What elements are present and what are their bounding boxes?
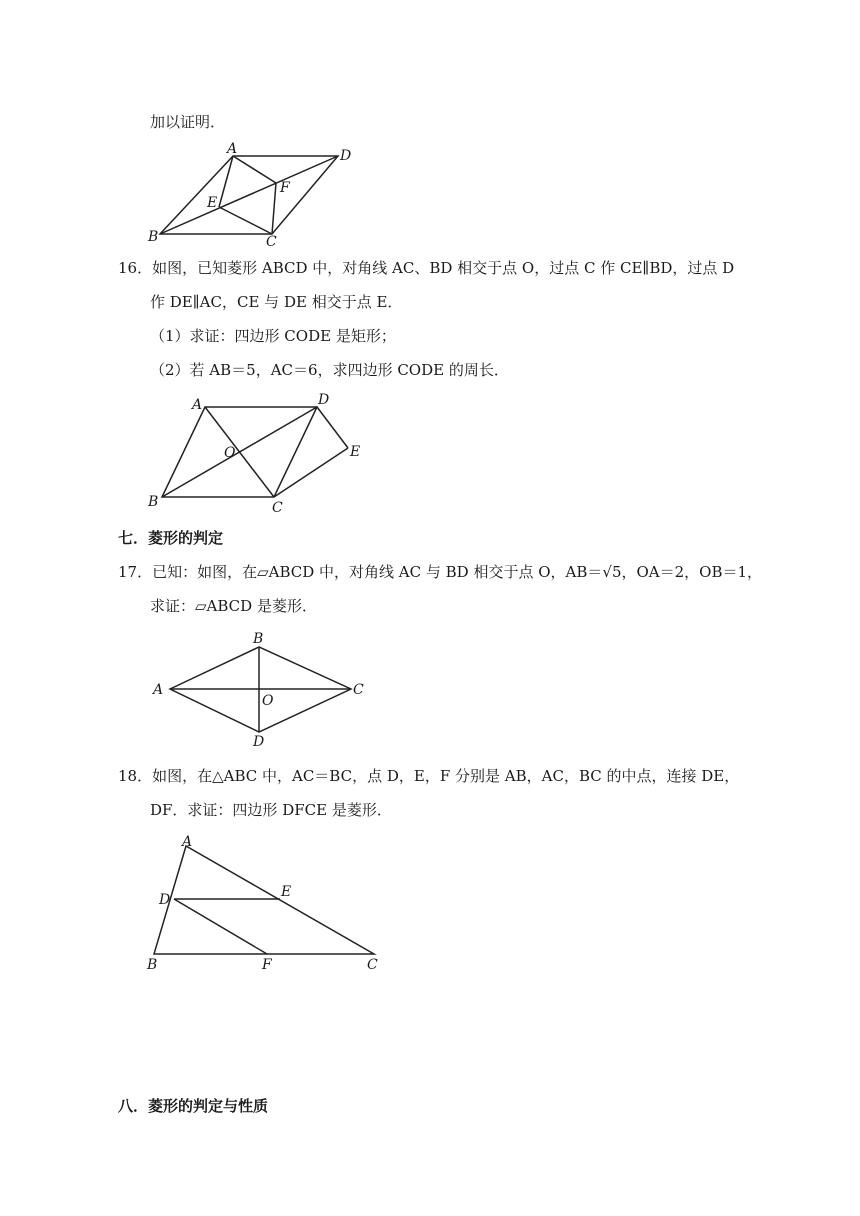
fig17-label-d: D (253, 734, 265, 750)
fig15-label-c: C (266, 234, 277, 250)
q15-tail: 加以证明． (150, 113, 226, 131)
section-7-title: 七．菱形的判定 (118, 529, 224, 547)
fig15-label-b: B (148, 229, 159, 245)
fig18-label-c: C (367, 957, 378, 973)
fig17-label-b: B (253, 631, 264, 647)
fig15-label-e: E (207, 195, 218, 211)
fig15-label-a: A (227, 141, 238, 157)
q17-line2: 求证：▱ABCD 是菱形． (150, 597, 317, 615)
q16-line1: 16．如图，已知菱形 ABCD 中，对角线 AC、BD 相交于点 O，过点 C 作 CE∥BD，过点 D (118, 259, 735, 277)
fig17-label-a: A (153, 682, 164, 698)
fig16-label-a: A (192, 397, 203, 413)
fig16-label-e: E (350, 444, 361, 460)
fig17-label-c: C (353, 682, 364, 698)
fig18-segment-df (174, 899, 267, 954)
fig18-label-a: A (182, 834, 193, 850)
q18-line1: 18．如图，在△ABC 中，AC＝BC，点 D，E，F 分别是 AB，AC，BC 的中点，连接 DE， (118, 767, 740, 785)
fig18-label-d: D (159, 892, 171, 908)
fig16-label-d: D (318, 392, 330, 408)
section-8-title: 八．菱形的判定与性质 (118, 1097, 269, 1115)
fig18-triangle (154, 846, 374, 954)
fig16-label-o: O (224, 445, 236, 461)
q16-line2: 作 DE∥AC，CE 与 DE 相交于点 E． (150, 293, 403, 311)
q17-line1: 17．已知：如图，在▱ABCD 中，对角线 AC 与 BD 相交于点 O，AB＝√5，OA＝2，OB＝1， (118, 563, 763, 581)
q16-part2: （2）若 AB＝5，AC＝6，求四边形 CODE 的周长． (150, 361, 509, 379)
fig18-label-b: B (147, 957, 158, 973)
fig18-label-e: E (281, 884, 292, 900)
fig17-label-o: O (262, 693, 274, 709)
q16-part1: （1）求证：四边形 CODE 是矩形； (150, 327, 396, 345)
fig16-label-b: B (148, 494, 159, 510)
fig15-label-d: D (340, 148, 352, 164)
fig15-label-f: F (280, 180, 290, 196)
fig18-label-f: F (262, 957, 272, 973)
q18-line2: DF．求证：四边形 DFCE 是菱形． (150, 801, 392, 819)
fig16-label-c: C (272, 500, 283, 516)
